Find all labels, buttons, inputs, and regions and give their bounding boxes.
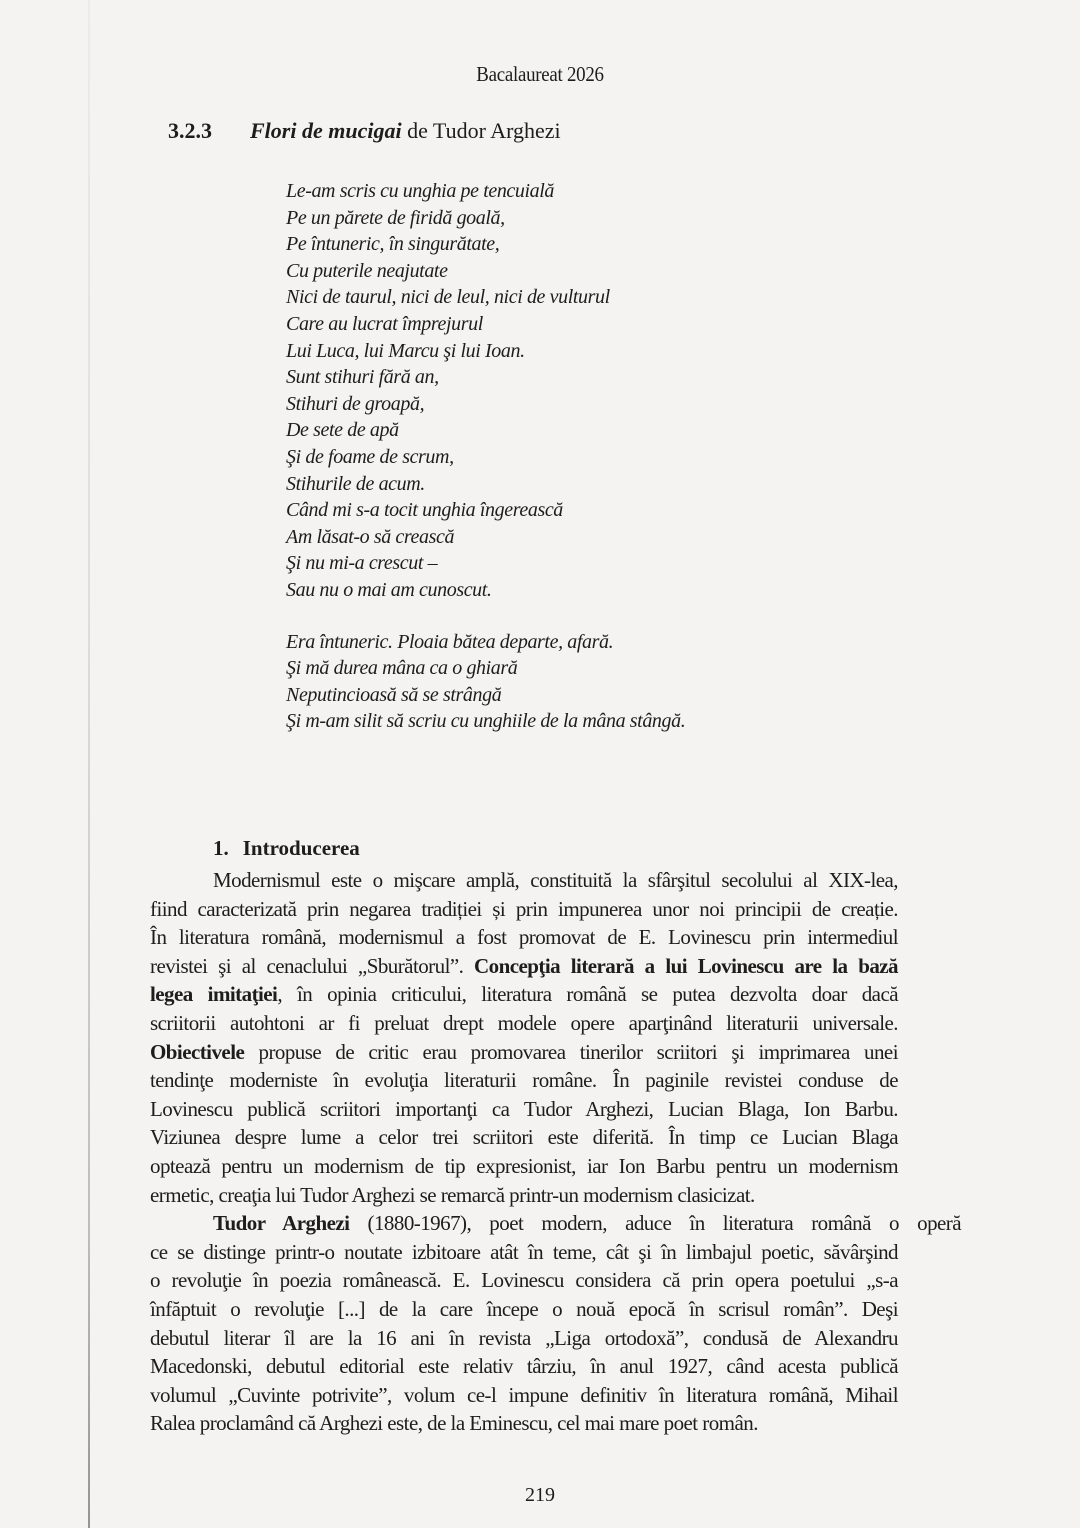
text-line: [150, 980, 898, 1009]
section-number: 3.2.3: [168, 118, 212, 143]
poem-title: Flori de mucigai: [250, 118, 402, 143]
poem-line: Neputincioasă să se strângă: [286, 683, 502, 706]
poem-line: Era întuneric. Ploaia bătea departe, afară.: [286, 630, 614, 653]
intro-number: 1.: [213, 836, 229, 860]
text-segment: tendinţe moderniste în evoluţia literaturii române. În paginile revistei conduse de: [150, 1068, 898, 1093]
poem-line: Sau nu o mai am cunoscut.: [286, 578, 492, 601]
text-line: [150, 1095, 898, 1124]
poem-line: Stihurile de acum.: [286, 472, 425, 495]
text-segment: propuse de critic erau promovarea tinerilor scriitori şi imprimarea unei: [244, 1039, 898, 1064]
text-line: [150, 1181, 898, 1210]
text-line: [150, 1152, 898, 1181]
text-segment: Ralea proclamând că Arghezi este, de la Eminescu, cel mai mare poet român.: [150, 1411, 758, 1436]
text-segment: înfăptuit o revoluţie [...] de la care începe o nouă epocă în scrisul român”. Deşi: [150, 1296, 898, 1321]
text-line: [150, 1352, 898, 1381]
text-segment: revistei şi al cenaclului „Sburătorul”.: [150, 953, 475, 978]
bold-phrase: Concepţia literară a lui Lovinescu are la bază: [474, 953, 898, 978]
poem-line: Nici de taurul, nici de leul, nici de vulturul: [286, 286, 610, 309]
text-line: [150, 952, 898, 981]
poem-line: Cu puterile neajutate: [286, 259, 448, 282]
text-segment: , în opinia criticului, literatura română se putea dezvolta doar dacă: [277, 982, 898, 1007]
poem-line: Pe întuneric, în singurătate,: [286, 233, 500, 256]
text-segment: Viziunea despre lume a celor trei scriitori este diferită. În timp ce Lucian Blaga: [150, 1125, 898, 1150]
poem-line: Pe un părete de firidă goală,: [286, 206, 505, 229]
poem-line: Am lăsat-o să crească: [286, 525, 455, 548]
text-line: [150, 1409, 898, 1438]
text-line: [150, 1123, 898, 1152]
text-segment: ermetic, creaţia lui Tudor Arghezi se remarcă printr-un modernism clasicizat.: [150, 1182, 755, 1207]
text-segment: Macedonski, debutul editorial este relativ târziu, în anul 1927, când acesta publică: [150, 1354, 898, 1379]
poem-line: Şi nu mi-a crescut –: [286, 552, 438, 575]
text-line: [150, 1066, 898, 1095]
text-line: [150, 1209, 961, 1238]
text-segment: fiind caracterizată prin negarea tradiției și prin impunerea unor noi principii de creație.: [150, 896, 898, 921]
running-header: Bacalaureat 2026: [476, 62, 604, 86]
poem-line: De sete de apă: [286, 419, 399, 442]
poem: [286, 178, 685, 735]
text-line: [150, 1038, 898, 1067]
poem-line: Stihuri de groapă,: [286, 392, 425, 415]
page-edge-shadow: [88, 0, 90, 1528]
poem-line: Şi de foame de scrum,: [286, 445, 454, 468]
poem-line: Când mi s-a tocit unghia îngerească: [286, 499, 563, 522]
intro-heading: [213, 836, 360, 861]
section-heading: [168, 118, 561, 144]
intro-title: Introducerea: [242, 836, 360, 860]
poem-line: Le-am scris cu unghia pe tencuială: [286, 180, 555, 202]
text-line: [150, 1324, 898, 1353]
text-line: [150, 1381, 898, 1410]
stanza-gap: [286, 604, 685, 629]
text-segment: debutul literar îl are la 16 ani în revista „Liga ortodoxă”, condusă de Alexandru: [150, 1325, 898, 1350]
bold-phrase: legea imitaţiei: [150, 982, 278, 1007]
text-segment: volumul „Cuvinte potrivite”, volum ce-l impune definitiv în literatura română, Mihail: [150, 1382, 898, 1407]
poem-line: Lui Luca, lui Marcu şi lui Ioan.: [286, 339, 525, 362]
text-segment: scriitorii autohtoni ar fi preluat drept modele opere aparţinând literaturii universale.: [150, 1010, 898, 1035]
text-segment: Lovinescu publică scriitori importanţi ca Tudor Arghezi, Lucian Blaga, Ion Barbu.: [150, 1096, 898, 1121]
poem-line: Sunt stihuri fără an,: [286, 366, 439, 389]
poem-line: Şi mă durea mâna ca o ghiară: [286, 657, 518, 680]
body-text: [150, 866, 961, 1438]
text-line: [150, 1295, 898, 1324]
bold-phrase: Tudor Arghezi: [212, 1211, 350, 1236]
bold-phrase: Obiectivele: [150, 1039, 245, 1064]
poem-line: Şi m-am silit să scriu cu unghiile de la mâna stângă.: [286, 710, 686, 733]
text-line: [150, 1266, 898, 1295]
poem-author: de Tudor Arghezi: [407, 118, 561, 143]
text-segment: În literatura română, modernismul a fost promovat de E. Lovinescu prin intermediul: [150, 925, 898, 950]
text-line: [150, 866, 898, 895]
poem-line: Care au lucrat împrejurul: [286, 312, 483, 335]
text-line: [150, 1238, 898, 1267]
page-number: 219: [525, 1484, 555, 1506]
text-line: [150, 923, 898, 952]
text-line: [150, 895, 898, 924]
text-segment: o revoluţie în poezia românească. E. Lovinescu considera că prin opera poetului „s-a: [150, 1268, 898, 1293]
text-segment: ce se distinge printr-o noutate izbitoare atât în teme, cât şi în limbajul poetic, săvârşind: [150, 1239, 898, 1264]
text-line: [150, 1009, 898, 1038]
text-segment: Modernismul este o mişcare amplă, constituită la sfârşitul secolului al XIX-lea,: [213, 868, 898, 892]
text-segment: (1880-1967), poet modern, aduce în literatura română o operă: [349, 1211, 961, 1236]
text-segment: optează pentru un modernism de tip expresionist, iar Ion Barbu pentru un modernism: [150, 1153, 898, 1178]
